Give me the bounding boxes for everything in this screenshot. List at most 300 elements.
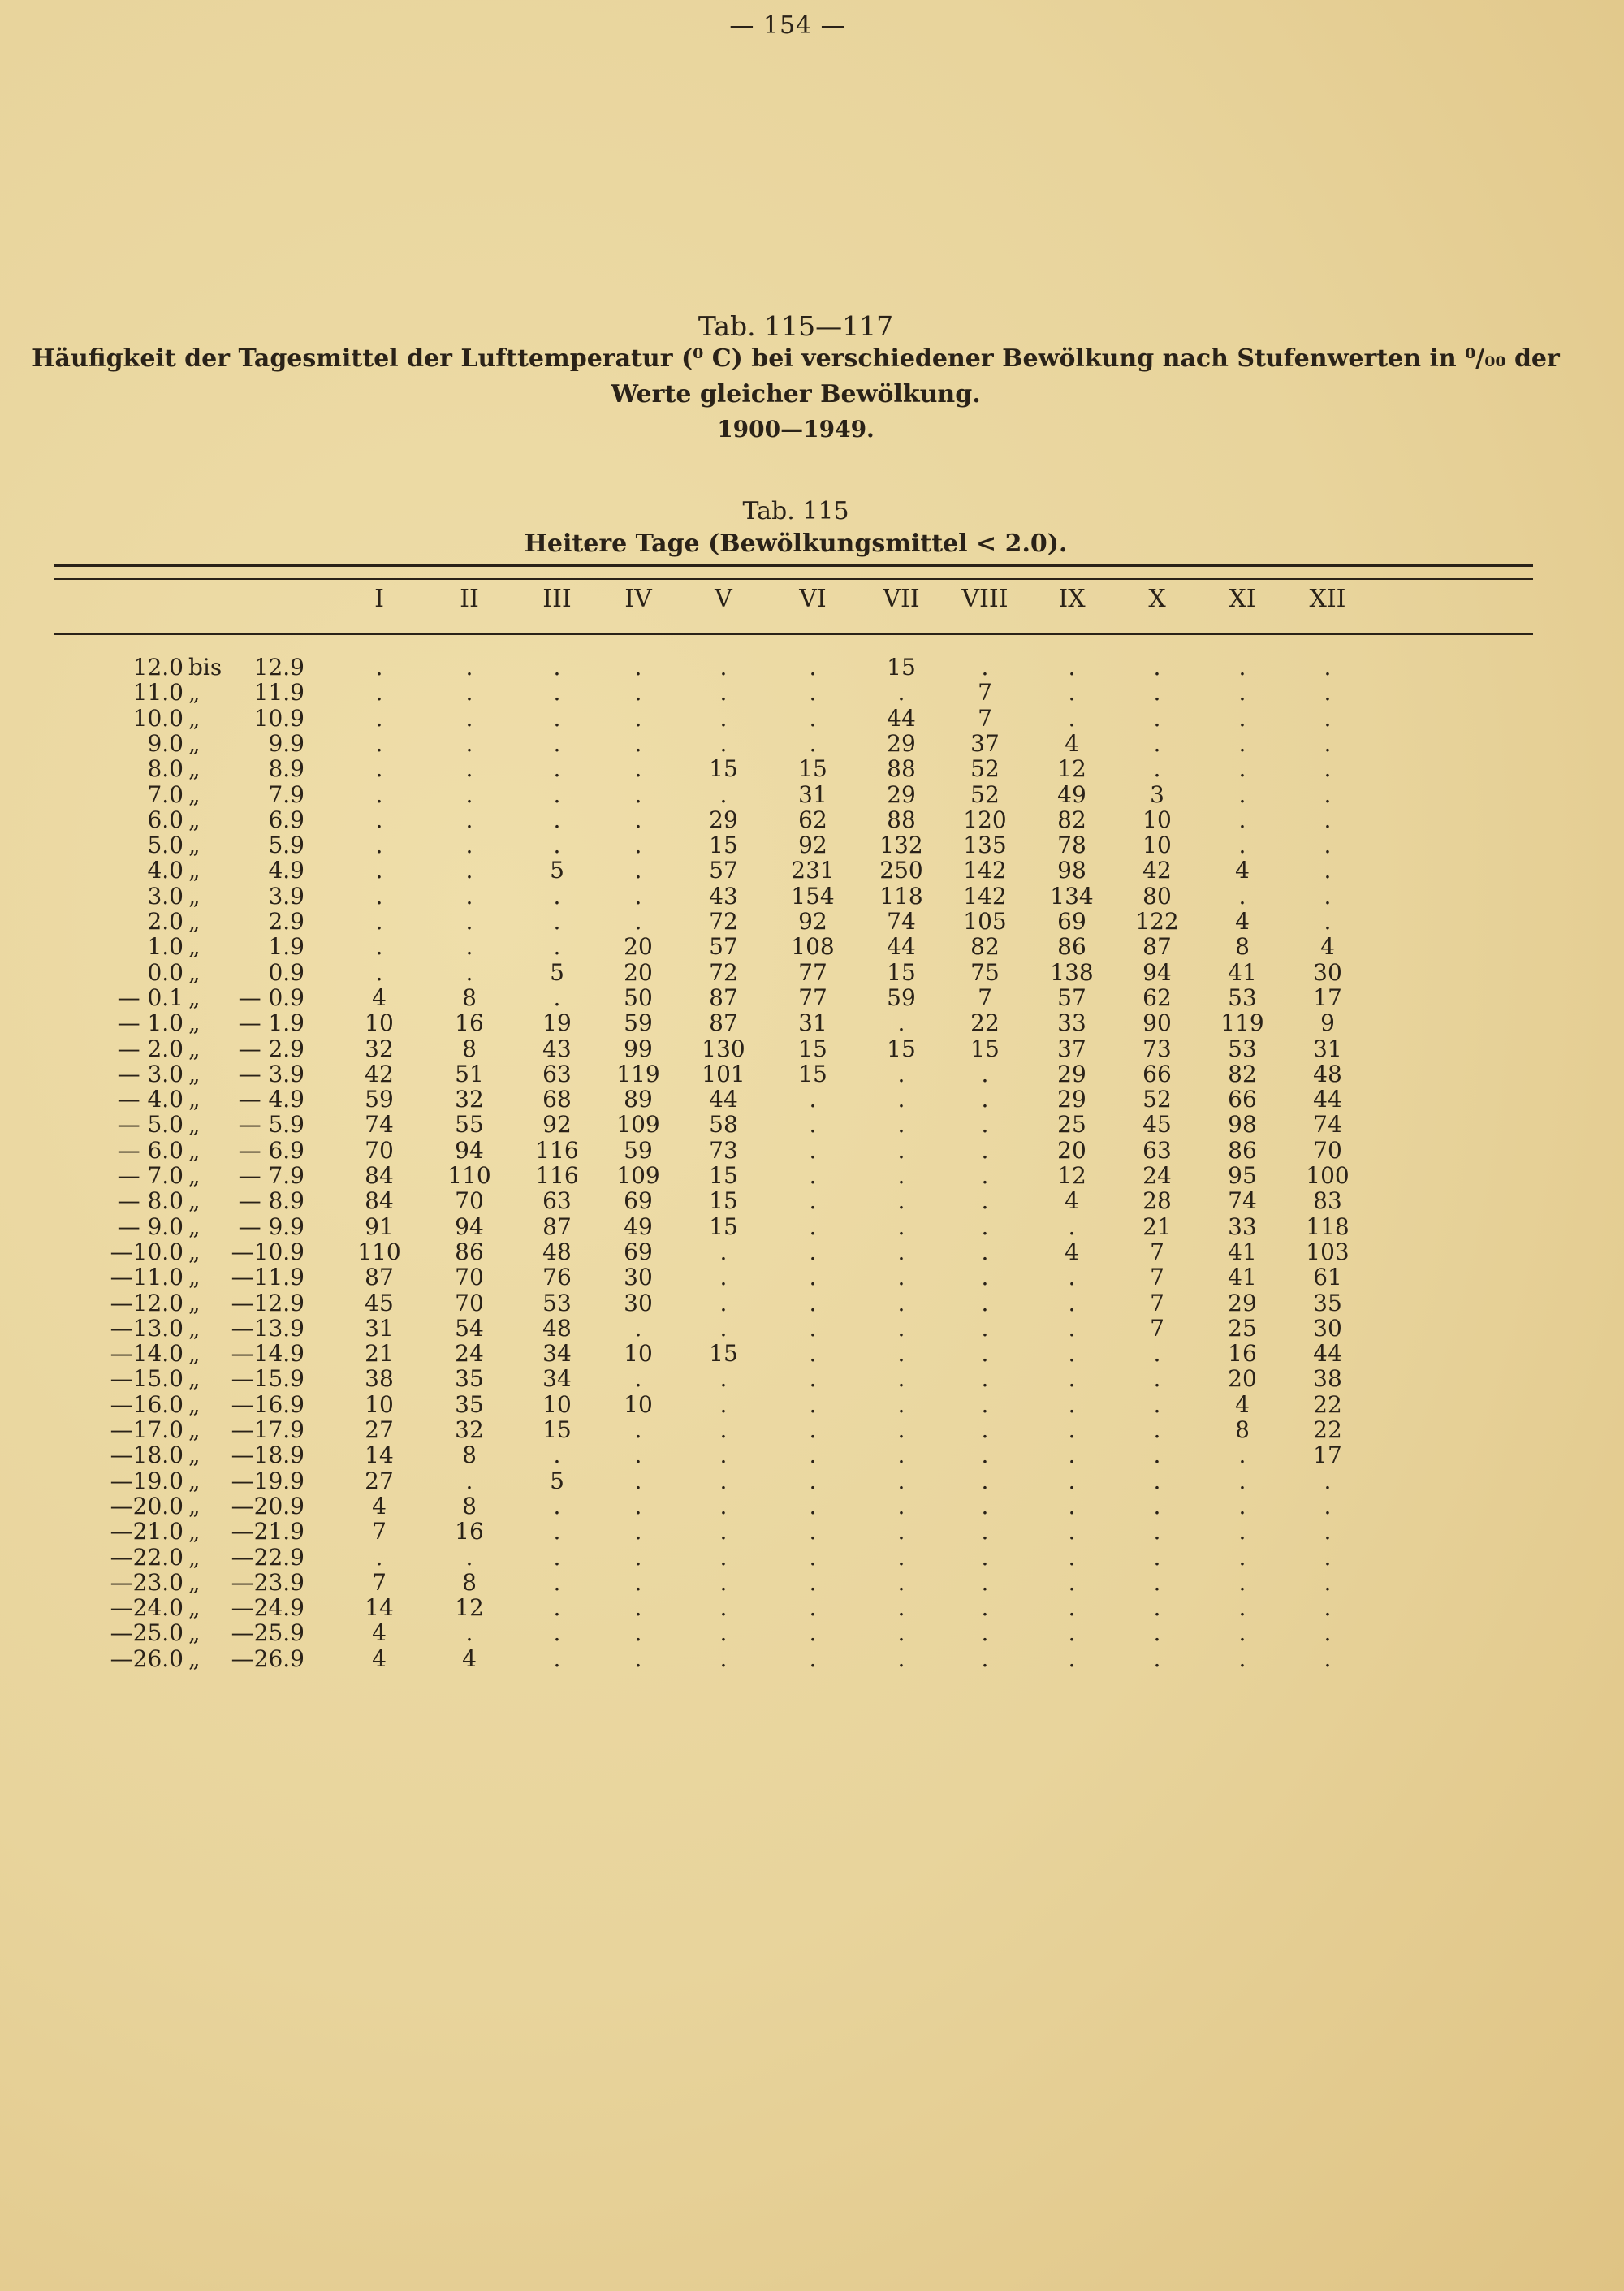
table-row (0, 1316, 1624, 1342)
table-cell: . (553, 908, 561, 935)
table-cell: 4 (372, 1492, 387, 1519)
table-cell: 63 (542, 1060, 572, 1087)
table-cell: . (981, 1492, 989, 1519)
table-row (0, 1392, 1624, 1418)
table-row (0, 909, 1624, 935)
row-label-to: —24.9 (231, 1594, 304, 1622)
row-label-to: — 3.9 (238, 1060, 304, 1087)
table-cell: . (1324, 1543, 1332, 1571)
table-cell: . (981, 1645, 989, 1672)
table-cell: 68 (542, 1086, 572, 1113)
row-label-to: —10.9 (231, 1238, 304, 1265)
table-cell: 10 (1142, 832, 1172, 859)
table-cell: . (981, 1162, 989, 1189)
table-cell: 118 (1306, 1213, 1350, 1240)
table-cell: 24 (455, 1340, 484, 1368)
table-cell: 63 (1142, 1136, 1172, 1164)
table-cell: . (1068, 1390, 1076, 1418)
row-label-separator: „ (188, 1111, 201, 1139)
table-row (0, 1138, 1624, 1164)
table-cell: . (1238, 1594, 1246, 1622)
table-cell: . (465, 1467, 473, 1494)
table-row (0, 1188, 1624, 1214)
table-cell: 15 (887, 958, 916, 986)
subtable-subtitle: Heitere Tage (Bewölkungsmittel < 2.0). (524, 530, 1068, 558)
row-label-to: 7.9 (268, 780, 304, 808)
table-row (0, 807, 1624, 833)
table-cell: . (465, 832, 473, 859)
table-cell: 134 (1050, 882, 1094, 910)
table-cell: . (1324, 704, 1332, 732)
table-cell: 44 (709, 1086, 738, 1113)
table-cell: 9 (1320, 1009, 1335, 1037)
row-label-separator: „ (188, 1162, 201, 1189)
table-cell: 89 (624, 1086, 653, 1113)
table-cell: . (981, 1060, 989, 1087)
row-label-from: —19.0 (110, 1467, 184, 1494)
row-label-to: —12.9 (231, 1289, 304, 1316)
table-cell: 8 (1235, 1416, 1250, 1443)
table-cell: 31 (798, 780, 827, 808)
row-label-to: 3.9 (268, 882, 304, 910)
row-label-from: —11.0 (110, 1264, 184, 1291)
page-number: — 154 — (729, 11, 846, 40)
table-cell: 28 (1142, 1187, 1172, 1215)
table-cell: . (634, 679, 642, 707)
table-cell: . (897, 1213, 905, 1240)
row-label-from: 4.0 (147, 857, 184, 884)
table-cell: . (981, 1543, 989, 1571)
table-cell: . (981, 1187, 989, 1215)
row-label-from: 0.0 (147, 958, 184, 986)
table-cell: 52 (970, 755, 1000, 783)
table-cell: 122 (1135, 908, 1179, 935)
table-cell: . (634, 1365, 642, 1393)
table-cell: . (809, 1162, 817, 1189)
table-cell: . (1238, 654, 1246, 681)
table-cell: . (553, 933, 561, 961)
table-cell: 94 (1142, 958, 1172, 986)
row-label-from: — 4.0 (117, 1086, 184, 1113)
table-cell: . (1153, 1467, 1161, 1494)
table-row (0, 1620, 1624, 1646)
table-cell: 50 (624, 983, 653, 1011)
table-cell: . (634, 1619, 642, 1647)
row-label-separator: „ (188, 1442, 201, 1469)
table-cell: 76 (542, 1264, 572, 1291)
table-cell: . (634, 882, 642, 910)
table-cell: 48 (542, 1314, 572, 1342)
row-label-from: —24.0 (110, 1594, 184, 1622)
table-cell: . (465, 1543, 473, 1571)
table-cell: . (1068, 704, 1076, 732)
table-cell: 10 (542, 1390, 572, 1418)
table-cell: . (634, 1314, 642, 1342)
table-cell: . (634, 755, 642, 783)
table-cell: . (981, 1238, 989, 1265)
table-cell: . (809, 1467, 817, 1494)
table-cell: 7 (1150, 1314, 1164, 1342)
table-cell: 98 (1057, 857, 1086, 884)
table-cell: . (981, 1289, 989, 1316)
table-cell: . (809, 1645, 817, 1672)
row-label-separator: „ (188, 1518, 201, 1545)
row-label-from: — 2.0 (117, 1035, 184, 1062)
table-cell: 4 (1320, 933, 1335, 961)
row-label-separator: „ (188, 983, 201, 1011)
table-cell: . (1068, 1568, 1076, 1596)
row-label-to: — 6.9 (238, 1136, 304, 1164)
row-label-from: 2.0 (147, 908, 184, 935)
table-cell: 15 (709, 1213, 738, 1240)
table-cell: 4 (1065, 729, 1079, 757)
row-label-to: 2.9 (268, 908, 304, 935)
table-cell: . (1153, 1594, 1161, 1622)
table-cell: 74 (1313, 1111, 1342, 1139)
table-cell: 108 (791, 933, 835, 961)
table-cell: . (634, 1442, 642, 1469)
table-row (0, 1112, 1624, 1138)
table-cell: 10 (365, 1009, 394, 1037)
row-label-to: — 9.9 (238, 1213, 304, 1240)
table-cell: 33 (1228, 1213, 1257, 1240)
row-label-separator: „ (188, 704, 201, 732)
table-cell: 62 (798, 806, 827, 833)
row-label-to: — 4.9 (238, 1086, 304, 1113)
row-label-from: —20.0 (110, 1492, 184, 1519)
table-cell: . (1068, 679, 1076, 707)
table-cell: 4 (372, 1645, 387, 1672)
table-cell: 7 (978, 704, 992, 732)
table-cell: . (981, 1467, 989, 1494)
table-cell: . (553, 1594, 561, 1622)
table-cell: 84 (365, 1187, 394, 1215)
table-cell: 77 (798, 958, 827, 986)
table-cell: 17 (1313, 1442, 1342, 1469)
row-label-from: 5.0 (147, 832, 184, 859)
table-cell: . (1068, 1619, 1076, 1647)
table-cell: . (981, 1442, 989, 1469)
table-cell: . (981, 1416, 989, 1443)
table-cell: . (981, 1340, 989, 1368)
table-cell: 15 (709, 1187, 738, 1215)
table-cell: 37 (1057, 1035, 1086, 1062)
table-cell: 59 (624, 1009, 653, 1037)
table-cell: . (897, 1264, 905, 1291)
table-row (0, 858, 1624, 884)
table-cell: 48 (542, 1238, 572, 1265)
table-cell: 142 (963, 882, 1007, 910)
table-cell: . (809, 729, 817, 757)
table-cell: . (981, 1264, 989, 1291)
table-cell: . (897, 1492, 905, 1519)
table-cell: . (634, 1594, 642, 1622)
table-cell: 70 (365, 1136, 394, 1164)
table-cell: . (1153, 1619, 1161, 1647)
table-cell: . (553, 679, 561, 707)
row-label-separator: „ (188, 780, 201, 808)
table-cell: 14 (365, 1594, 394, 1622)
table-cell: 69 (624, 1187, 653, 1215)
table-cell: . (1153, 654, 1161, 681)
table-cell: . (719, 1442, 728, 1469)
row-label-from: — 6.0 (117, 1136, 184, 1164)
table-cell: 80 (1142, 882, 1172, 910)
table-cell: . (1238, 1518, 1246, 1545)
table-cell: . (897, 1238, 905, 1265)
table-cell: . (634, 857, 642, 884)
row-label-from: —23.0 (110, 1568, 184, 1596)
table-cell: 15 (709, 1340, 738, 1368)
table-cell: 10 (1142, 806, 1172, 833)
table-cell: 57 (709, 933, 738, 961)
row-label-separator: bis (188, 654, 222, 681)
table-cell: 53 (542, 1289, 572, 1316)
row-label-separator: „ (188, 1136, 201, 1164)
table-cell: . (1324, 1594, 1332, 1622)
row-label-from: 9.0 (147, 729, 184, 757)
table-cell: . (1068, 654, 1076, 681)
table-cell: . (553, 1645, 561, 1672)
table-cell: . (1238, 1543, 1246, 1571)
row-label-separator: „ (188, 1009, 201, 1037)
table-cell: 37 (970, 729, 1000, 757)
table-cell: 5 (550, 857, 564, 884)
table-cell: . (981, 1136, 989, 1164)
table-cell: . (1324, 882, 1332, 910)
table-cell: . (809, 1492, 817, 1519)
table-cell: . (1324, 780, 1332, 808)
table-cell: 138 (1050, 958, 1094, 986)
table-cell: . (809, 1543, 817, 1571)
row-label-from: —17.0 (110, 1416, 184, 1443)
row-label-separator: „ (188, 1035, 201, 1062)
row-label-to: 8.9 (268, 755, 304, 783)
table-cell: . (1068, 1289, 1076, 1316)
row-label-to: —18.9 (231, 1442, 304, 1469)
table-cell: 74 (1228, 1187, 1257, 1215)
table-cell: 10 (624, 1390, 653, 1418)
row-label-separator: „ (188, 1264, 201, 1291)
table-cell: 41 (1228, 1238, 1257, 1265)
table-cell: 30 (624, 1264, 653, 1291)
table-cell: 4 (372, 983, 387, 1011)
table-cell: . (465, 882, 473, 910)
table-cell: 51 (455, 1060, 484, 1087)
row-label-from: —13.0 (110, 1314, 184, 1342)
table-cell: 87 (1142, 933, 1172, 961)
table-cell: . (1068, 1492, 1076, 1519)
table-cell: . (719, 1619, 728, 1647)
table-cell: . (809, 1340, 817, 1368)
table-row (0, 1468, 1624, 1494)
table-cell: 8 (462, 1035, 477, 1062)
table-cell: . (465, 654, 473, 681)
table-cell: 73 (1142, 1035, 1172, 1062)
row-label-separator: „ (188, 1543, 201, 1571)
column-header-X: X (1148, 585, 1166, 613)
table-cell: 15 (798, 755, 827, 783)
table-cell: . (1068, 1264, 1076, 1291)
table-cell: . (1153, 1492, 1161, 1519)
table-cell: 116 (535, 1162, 579, 1189)
table-cell: . (897, 1086, 905, 1113)
table-cell: . (719, 1390, 728, 1418)
row-label-separator: „ (188, 1492, 201, 1519)
table-cell: 84 (365, 1162, 394, 1189)
table-cell: . (1238, 832, 1246, 859)
row-label-from: 11.0 (132, 679, 184, 707)
table-cell: 87 (542, 1213, 572, 1240)
table-cell: . (719, 1645, 728, 1672)
table-cell: . (1324, 729, 1332, 757)
table-cell: 31 (798, 1009, 827, 1037)
table-cell: . (465, 780, 473, 808)
table-cell: . (1324, 832, 1332, 859)
column-header-XII: XII (1309, 585, 1346, 613)
table-cell: 22 (1313, 1390, 1342, 1418)
table-cell: . (1324, 1467, 1332, 1494)
table-cell: . (553, 755, 561, 783)
row-label-separator: „ (188, 729, 201, 757)
table-cell: 87 (709, 983, 738, 1011)
table-row (0, 1341, 1624, 1367)
table-cell: 142 (963, 857, 1007, 884)
table-cell: . (465, 1619, 473, 1647)
table-cell: 120 (963, 806, 1007, 833)
row-label-separator: „ (188, 1340, 201, 1368)
table-cell: . (375, 704, 383, 732)
row-label-separator: „ (188, 1289, 201, 1316)
table-cell: 8 (462, 983, 477, 1011)
table-cell: 105 (963, 908, 1007, 935)
row-label-to: — 8.9 (238, 1187, 304, 1215)
table-cell: 72 (709, 958, 738, 986)
table-cell: 48 (1313, 1060, 1342, 1087)
table-cell: . (634, 1543, 642, 1571)
table-cell: . (1238, 1619, 1246, 1647)
table-row (0, 884, 1624, 910)
row-label-from: 1.0 (147, 933, 184, 961)
row-label-to: — 5.9 (238, 1111, 304, 1139)
table-cell: 110 (447, 1162, 491, 1189)
row-label-separator: „ (188, 1213, 201, 1240)
table-row (0, 1061, 1624, 1087)
table-cell: 59 (887, 983, 916, 1011)
row-label-to: —23.9 (231, 1568, 304, 1596)
table-cell: 53 (1228, 983, 1257, 1011)
table-cell: 70 (1313, 1136, 1342, 1164)
table-cell: 29 (709, 806, 738, 833)
table-row (0, 655, 1624, 681)
table-cell: . (1324, 857, 1332, 884)
table-cell: 33 (1057, 1009, 1086, 1037)
row-label-from: 3.0 (147, 882, 184, 910)
table-cell: 12 (455, 1594, 484, 1622)
table-cell: 69 (624, 1238, 653, 1265)
row-label-separator: „ (188, 679, 201, 707)
table-cell: . (897, 1187, 905, 1215)
main-title: Häufigkeit der Tagesmittel der Lufttemperatur (⁰ C) bei verschiedener Bewölkung nach Stufenwerten in ⁰/₀₀ der (32, 344, 1560, 373)
table-cell: . (809, 1238, 817, 1265)
table-row (0, 1519, 1624, 1545)
row-label-from: — 3.0 (117, 1060, 184, 1087)
row-label-from: —26.0 (110, 1645, 184, 1672)
table-cell: 4 (462, 1645, 477, 1672)
row-label-from: — 1.0 (117, 1009, 184, 1037)
row-label-to: —11.9 (231, 1264, 304, 1291)
table-row (0, 1366, 1624, 1392)
table-cell: . (1238, 1645, 1246, 1672)
table-cell: . (375, 780, 383, 808)
table-cell: . (465, 729, 473, 757)
table-row (0, 1036, 1624, 1062)
table-cell: . (809, 1111, 817, 1139)
table-cell: . (719, 1518, 728, 1545)
table-cell: 42 (1142, 857, 1172, 884)
row-label-to: 1.9 (268, 933, 304, 961)
table-cell: 3 (1150, 780, 1164, 808)
row-label-separator: „ (188, 1314, 201, 1342)
table-cell: . (809, 1619, 817, 1647)
table-cell: 74 (365, 1111, 394, 1139)
table-row (0, 1087, 1624, 1113)
table-cell: . (719, 654, 728, 681)
table-cell: 29 (1057, 1086, 1086, 1113)
table-cell: 44 (1313, 1086, 1342, 1113)
table-cell: 87 (709, 1009, 738, 1037)
row-label-from: —21.0 (110, 1518, 184, 1545)
table-cell: . (553, 832, 561, 859)
table-cell: 38 (1313, 1365, 1342, 1393)
table-cell: 82 (1228, 1060, 1257, 1087)
row-label-separator: „ (188, 958, 201, 986)
table-cell: . (897, 1619, 905, 1647)
column-header-XI: XI (1229, 585, 1256, 613)
table-cell: 87 (365, 1264, 394, 1291)
main-title-line2: Werte gleicher Bewölkung. (611, 380, 981, 408)
table-cell: . (1238, 1442, 1246, 1469)
table-cell: 109 (616, 1111, 660, 1139)
table-cell: 4 (1065, 1187, 1079, 1215)
table-cell: . (1238, 679, 1246, 707)
row-label-to: —25.9 (231, 1619, 304, 1647)
table-cell: 20 (624, 933, 653, 961)
table-cell: 41 (1228, 1264, 1257, 1291)
row-label-separator: „ (188, 1187, 201, 1215)
table-cell: 77 (798, 983, 827, 1011)
table-cell: . (1153, 704, 1161, 732)
table-cell: 15 (970, 1035, 1000, 1062)
table-cell: 72 (709, 908, 738, 935)
table-cell: . (897, 1645, 905, 1672)
table-cell: . (634, 1518, 642, 1545)
row-label-from: 6.0 (147, 806, 184, 833)
row-label-from: 8.0 (147, 755, 184, 783)
table-cell: . (809, 654, 817, 681)
table-cell: 5 (550, 958, 564, 986)
table-cell: . (719, 1467, 728, 1494)
table-cell: . (809, 1568, 817, 1596)
table-cell: 86 (1228, 1136, 1257, 1164)
table-cell: 63 (542, 1187, 572, 1215)
table-cell: . (719, 1365, 728, 1393)
table-cell: 10 (624, 1340, 653, 1368)
table-cell: . (1324, 1492, 1332, 1519)
table-cell: . (719, 1238, 728, 1265)
table-cell: . (1153, 1416, 1161, 1443)
table-cell: 10 (365, 1390, 394, 1418)
